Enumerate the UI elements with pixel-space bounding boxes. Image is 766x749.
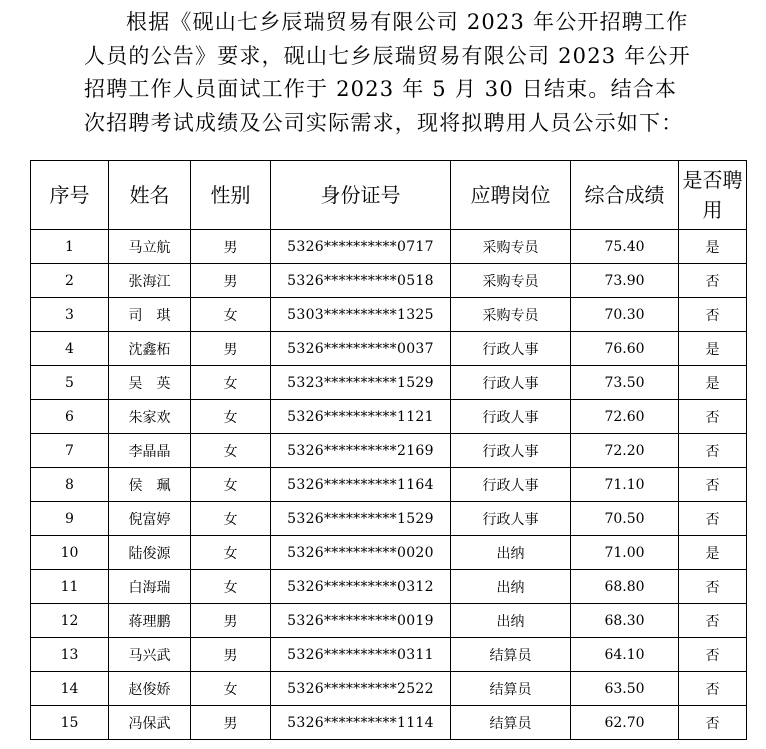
cell-position: 出纳	[451, 604, 571, 638]
cell-name: 倪富婷	[109, 502, 191, 536]
cell-position: 结算员	[451, 672, 571, 706]
cell-gender: 女	[191, 502, 271, 536]
table-row	[31, 638, 747, 672]
table-body	[31, 230, 747, 740]
table-row	[31, 536, 747, 570]
cell-name: 张海江	[109, 264, 191, 298]
cell-name: 冯保武	[109, 706, 191, 740]
cell-hired: 否	[679, 434, 747, 468]
cell-position: 行政人事	[451, 468, 571, 502]
cell-position: 行政人事	[451, 502, 571, 536]
cell-hired: 否	[679, 298, 747, 332]
intro-text: 根据《砚山七乡辰瑞贸易有限公司 2023 年公开招聘工作人员的公告》要求，砚山七乡辰瑞贸易有限公司 2023 年公开招聘工作人员面试工作于 2023 年 5 月 30 日结束。结合本次招聘考试成绩及公司实际需求，现将拟聘用人员公示如下：	[84, 10, 691, 135]
cell-score: 73.90	[571, 264, 679, 298]
header-gender: 性别	[191, 161, 271, 230]
table-row	[31, 230, 747, 264]
cell-gender: 男	[191, 332, 271, 366]
cell-position: 出纳	[451, 536, 571, 570]
cell-position: 结算员	[451, 706, 571, 740]
cell-id: 5326**********0037	[271, 332, 451, 366]
header-row	[31, 161, 747, 230]
cell-gender: 女	[191, 400, 271, 434]
cell-no: 7	[31, 434, 109, 468]
cell-score: 68.80	[571, 570, 679, 604]
cell-no: 1	[31, 230, 109, 264]
cell-gender: 男	[191, 638, 271, 672]
cell-hired: 否	[679, 638, 747, 672]
cell-hired: 是	[679, 536, 747, 570]
candidate-table	[30, 160, 747, 740]
cell-score: 76.60	[571, 332, 679, 366]
cell-hired: 否	[679, 264, 747, 298]
cell-id: 5326**********1529	[271, 502, 451, 536]
cell-no: 9	[31, 502, 109, 536]
cell-no: 10	[31, 536, 109, 570]
cell-gender: 女	[191, 468, 271, 502]
cell-id: 5326**********0312	[271, 570, 451, 604]
cell-gender: 女	[191, 366, 271, 400]
cell-score: 70.30	[571, 298, 679, 332]
cell-gender: 女	[191, 570, 271, 604]
cell-gender: 女	[191, 434, 271, 468]
table-row	[31, 366, 747, 400]
cell-position: 行政人事	[451, 366, 571, 400]
cell-no: 13	[31, 638, 109, 672]
cell-hired: 否	[679, 672, 747, 706]
cell-position: 出纳	[451, 570, 571, 604]
cell-gender: 女	[191, 298, 271, 332]
cell-hired: 否	[679, 400, 747, 434]
cell-no: 12	[31, 604, 109, 638]
cell-score: 75.40	[571, 230, 679, 264]
cell-name: 李晶晶	[109, 434, 191, 468]
cell-score: 72.20	[571, 434, 679, 468]
cell-hired: 否	[679, 502, 747, 536]
cell-position: 结算员	[451, 638, 571, 672]
cell-no: 14	[31, 672, 109, 706]
cell-score: 72.60	[571, 400, 679, 434]
cell-score: 70.50	[571, 502, 679, 536]
cell-hired: 否	[679, 706, 747, 740]
cell-score: 71.10	[571, 468, 679, 502]
cell-hired: 是	[679, 230, 747, 264]
cell-no: 4	[31, 332, 109, 366]
cell-score: 68.30	[571, 604, 679, 638]
cell-name: 白海瑞	[109, 570, 191, 604]
intro-paragraph	[84, 6, 694, 140]
cell-position: 采购专员	[451, 264, 571, 298]
table-row	[31, 502, 747, 536]
cell-id: 5326**********0518	[271, 264, 451, 298]
cell-name: 赵俊娇	[109, 672, 191, 706]
table-row	[31, 400, 747, 434]
cell-no: 3	[31, 298, 109, 332]
cell-id: 5323**********1529	[271, 366, 451, 400]
cell-name: 马兴武	[109, 638, 191, 672]
cell-id: 5326**********2169	[271, 434, 451, 468]
table-row	[31, 332, 747, 366]
cell-gender: 女	[191, 536, 271, 570]
cell-id: 5326**********2522	[271, 672, 451, 706]
cell-position: 采购专员	[451, 230, 571, 264]
header-no: 序号	[31, 161, 109, 230]
cell-position: 行政人事	[451, 434, 571, 468]
cell-no: 15	[31, 706, 109, 740]
cell-name: 司 琪	[109, 298, 191, 332]
table-row	[31, 468, 747, 502]
cell-hired: 否	[679, 468, 747, 502]
table-row	[31, 672, 747, 706]
table-row	[31, 264, 747, 298]
cell-gender: 男	[191, 230, 271, 264]
cell-id: 5326**********0311	[271, 638, 451, 672]
table-row	[31, 298, 747, 332]
cell-name: 吴 英	[109, 366, 191, 400]
cell-score: 64.10	[571, 638, 679, 672]
cell-position: 行政人事	[451, 400, 571, 434]
header-name: 姓名	[109, 161, 191, 230]
cell-name: 朱家欢	[109, 400, 191, 434]
cell-gender: 女	[191, 672, 271, 706]
cell-id: 5326**********0020	[271, 536, 451, 570]
table-row	[31, 570, 747, 604]
cell-id: 5326**********0019	[271, 604, 451, 638]
cell-gender: 男	[191, 706, 271, 740]
header-id: 身份证号	[271, 161, 451, 230]
cell-position: 采购专员	[451, 298, 571, 332]
cell-score: 71.00	[571, 536, 679, 570]
cell-no: 11	[31, 570, 109, 604]
cell-no: 2	[31, 264, 109, 298]
cell-no: 5	[31, 366, 109, 400]
cell-name: 马立航	[109, 230, 191, 264]
cell-no: 8	[31, 468, 109, 502]
cell-no: 6	[31, 400, 109, 434]
cell-name: 陆俊源	[109, 536, 191, 570]
header-score: 综合成绩	[571, 161, 679, 230]
table-row	[31, 604, 747, 638]
cell-gender: 男	[191, 604, 271, 638]
cell-position: 行政人事	[451, 332, 571, 366]
cell-id: 5303**********1325	[271, 298, 451, 332]
header-position: 应聘岗位	[451, 161, 571, 230]
cell-name: 沈鑫柘	[109, 332, 191, 366]
cell-id: 5326**********1114	[271, 706, 451, 740]
cell-score: 73.50	[571, 366, 679, 400]
cell-hired: 否	[679, 570, 747, 604]
cell-score: 62.70	[571, 706, 679, 740]
cell-hired: 否	[679, 604, 747, 638]
header-hired: 是否聘用	[679, 161, 747, 230]
cell-name: 侯 珮	[109, 468, 191, 502]
cell-hired: 是	[679, 332, 747, 366]
cell-gender: 男	[191, 264, 271, 298]
cell-hired: 是	[679, 366, 747, 400]
cell-id: 5326**********0717	[271, 230, 451, 264]
table-row	[31, 434, 747, 468]
cell-id: 5326**********1164	[271, 468, 451, 502]
cell-name: 蒋理鹏	[109, 604, 191, 638]
cell-score: 63.50	[571, 672, 679, 706]
table-row	[31, 706, 747, 740]
cell-id: 5326**********1121	[271, 400, 451, 434]
